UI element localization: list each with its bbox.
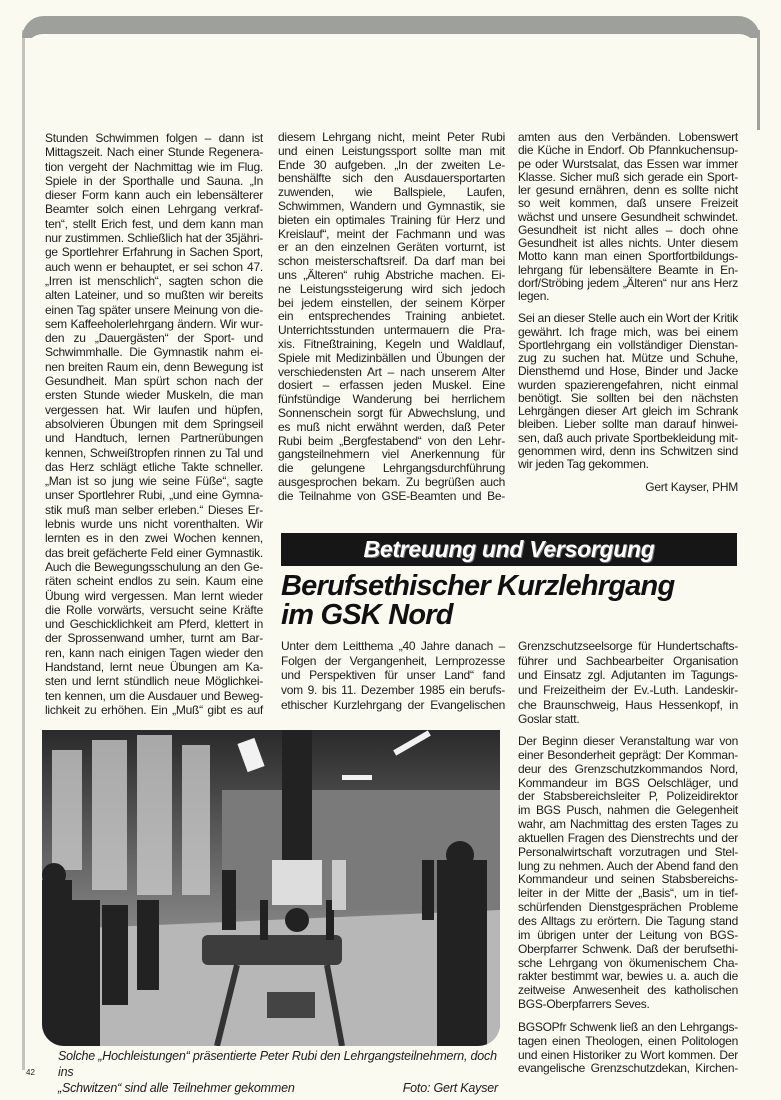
text-line: bleiben. Lieber sollte man darauf hinwei- <box>518 417 738 432</box>
text-line: ge Sportlehrer Erfahrung in Sachen Sport, <box>45 245 263 260</box>
text-line: Klasse. Sicher muß sich gerade ein Sport- <box>518 169 738 184</box>
text-line: lichkeit zu erhöhen. Ein „Muß“ gibt es auf <box>45 702 263 717</box>
text-line: evangelische Grenzschutzdekan, Kirchen- <box>518 1061 738 1076</box>
text-line: auch wenn er behauptet, er sei schon 47. <box>45 259 263 274</box>
title-line: im GSK Nord <box>281 599 453 631</box>
paragraph <box>518 312 738 471</box>
text-line: gangsteilnehmern viel Anerkennung für <box>278 447 505 462</box>
text-line: Spiele in der Sporthalle und Sauna. „In <box>45 173 263 188</box>
text-line: Diensthemd und Hose, Binder und Jacke <box>518 364 738 379</box>
text-line: stik muß man selber erleben.“ Dieses Er- <box>45 502 263 517</box>
article2-column2 <box>518 735 738 1085</box>
text-line: Unterrichtsstunden untermauern die Pra- <box>278 323 505 338</box>
text-line: amten aus den Verbänden. Lobenswert <box>518 130 738 144</box>
text-line: lehrgang für lebensältere Beamte in En- <box>518 262 738 277</box>
text-line: und Geschicklichkeit am Pferd, klettert in <box>45 617 263 632</box>
text-line: der Sprossenwand umher, turnt am Bar- <box>45 631 263 646</box>
article1-column1 <box>45 131 263 726</box>
text-line: che Braunschweig, Haus Hessenkopf, in <box>518 697 738 712</box>
text-line: xis. Fitneßtraining, Kegeln und Waldlauf, <box>278 336 505 351</box>
text-line: sem Kaffeeholerlehrgang ändern. Wir wur- <box>45 316 263 331</box>
text-line: lung zu nehmen. Auch der Abend fand den <box>518 858 738 873</box>
caption-line: Solche „Hochleistungen“ präsentierte Peter Rubi den Lehrgangsteilnehmern, doch ins <box>58 1049 497 1079</box>
text-line: zuwenden, wie Ballspiele, Laufen, <box>278 185 505 200</box>
text-line: zug zu suchen hat. Mütze und Schuhe, <box>518 351 738 365</box>
text-line: Sportlehrgang ein vollständiger Dienstan- <box>518 337 738 352</box>
article2-column1 <box>281 639 505 721</box>
text-line: sen, daß auch private Sportbekleidung mit- <box>518 430 738 445</box>
text-line: und Handtuch, lernen Partnerübungen <box>45 431 263 446</box>
text-line: und Einsatz zgl. Adjutanten im Tagungs- <box>518 668 738 683</box>
text-line: ein entsprechendes Training anbietet. <box>278 309 505 324</box>
text-line: vom 9. bis 11. Dezember 1985 ein berufs- <box>281 683 505 698</box>
text-line: kennen, Schweißtropfen rinnen zu Tal und <box>45 445 263 460</box>
text-line: einer Besonderheit geprägt: Der Komman- <box>518 747 738 762</box>
title-line: Berufsethischer Kurzlehrgang <box>281 570 675 602</box>
text-line: ethischer Kurzlehrgang der Evangelischen <box>281 697 505 712</box>
text-line: Stunden Schwimmen folgen – dann ist <box>45 131 263 145</box>
text-line: alten Lateiner, und so mußten wir bereits <box>45 288 263 303</box>
text-line: und einen Historiker zu Wort kommen. Der <box>518 1047 738 1062</box>
article2-column2-intro <box>518 639 738 736</box>
text-line: Beamter solch einen Lehrgang verkraf- <box>45 202 263 217</box>
text-line: Kreislauf“, meint der Fachmann und was <box>278 226 505 241</box>
text-line: ten kennen, um die Ausdauer und Beweg- <box>45 688 263 703</box>
text-line: genommen wird, denn ins Schwitzen sind <box>518 443 738 458</box>
paragraph <box>518 639 738 727</box>
text-line: absolvieren Übungen mit dem Springseil <box>45 416 263 431</box>
text-line: vergessen hat. Wir laufen und hüpfen, <box>45 402 263 417</box>
text-line: Auch die Bewegungsschulung an den Ge- <box>45 559 263 574</box>
text-line: wurden spazierengefahren, nicht einmal <box>518 377 738 392</box>
text-line: unser Sportlehrer Rubi, „und eine Gymna- <box>45 488 263 503</box>
text-line: nen breiten Raum ein, denn Bewegung ist <box>45 359 263 374</box>
text-line: das Herz schlägt etliche Takte schneller. <box>45 459 263 474</box>
text-line: ren, kann nach einigen Tagen wieder den <box>45 645 263 660</box>
photo-credit: Foto: Gert Kayser <box>402 1081 498 1095</box>
text-line: BGSOPfr Schwenk ließ an den Lehrgangs- <box>518 1019 738 1034</box>
text-line: und einen Leistungssport sollte man mit <box>278 143 505 158</box>
paragraph <box>45 131 263 717</box>
text-line: ler gesund ernähren, denn es sollte nicht <box>518 183 738 197</box>
article1-column3 <box>518 131 738 494</box>
text-line: Schwimmen, Wandern und Gymnastik, sie <box>278 198 505 213</box>
text-line: einen Tag später unsere Meinung von die- <box>45 302 263 317</box>
text-line: Der Beginn dieser Veranstaltung war von <box>518 734 738 748</box>
text-line: wächst und unsere Gesundheit schwindet. <box>518 209 738 224</box>
text-line: Gesundheit ist alles nichts. Unter diesem <box>518 236 738 250</box>
text-line: sche Lehrgang von ökumenischem Cha- <box>518 955 738 970</box>
text-line: verschiedensten Art – nach unserem Alter <box>278 364 505 379</box>
text-line: er an den einzelnen Geräten vorturnt, ist <box>278 240 505 255</box>
text-line: Ende 30 aufgeben. „In der zweiten Le- <box>278 157 505 172</box>
text-line: schon meisterschaftsreif. Da darf man bei <box>278 254 505 269</box>
page-frame-right <box>757 30 760 130</box>
text-line: rakter bestimmt war, bewies u. a. auch die <box>518 969 738 984</box>
text-line: Goslar statt. <box>518 712 580 727</box>
text-line: Sei an dieser Stelle auch ein Wort der Kritik <box>518 311 738 326</box>
text-line: dosiert – erfassen jeden Muskel. Eine <box>278 378 505 393</box>
text-line: Motto kann man einen Sportfortbildungs- <box>518 249 738 264</box>
text-line: die gelungene Lehrgangsdurchführung <box>278 461 505 476</box>
text-line: aktuellen Fragen des Dienstrechts und der <box>518 830 738 845</box>
text-line: bieten ein optimales Training für Herz und <box>278 212 505 227</box>
text-line: Mittagszeit. Nach einer Stunde Regenera- <box>45 145 263 160</box>
paragraph <box>518 131 738 303</box>
text-line: und Freizeitheim der Ev.-Luth. Landeskir- <box>518 683 738 698</box>
text-line: wir jeden Tag gekommen. <box>518 457 649 471</box>
photo-caption <box>58 1048 498 1096</box>
author-signature: Gert Kayser, PHM <box>645 480 738 495</box>
text-line: bei jedem einstellen, der seinem Körper <box>278 295 505 310</box>
text-line: lebnis wurde uns nicht vorenthalten. Wir <box>45 517 263 532</box>
text-line: ausgesprochen bekam. Zu begrüßen auch <box>278 474 505 489</box>
text-line: Handstand, lernt neue Übungen am Ka- <box>45 659 263 674</box>
text-line: Personalwirtschaft vorzutragen und Stel- <box>518 844 738 859</box>
text-line: Lehrgängen dieser Art gleich im Schrank <box>518 404 738 418</box>
text-line: die Teilnahme von GSE-Beamten und Be- <box>278 488 505 503</box>
text-line: Sonnenschein sorgt für Abwechslung, und <box>278 405 505 420</box>
text-line: schürfenden Dienstgesprächen Probleme <box>518 900 738 915</box>
text-line: leiter in der Mitte der „Basis“, um in tief- <box>518 886 738 901</box>
page-number: 42 <box>26 1068 35 1077</box>
text-line: das breit gefächerte Feld einer Gymnastik. <box>45 545 263 560</box>
paragraph <box>281 639 505 712</box>
text-line: Grenzschutzseelsorge für Hundertschafts- <box>518 639 738 653</box>
text-line: Unter dem Leitthema „40 Jahre danach – <box>281 639 505 653</box>
text-line: es muß nicht erwähnt werden, daß Peter <box>278 419 505 434</box>
text-line: dorf/Ströbing jedem „Älteren“ nur ans Herz <box>518 275 738 290</box>
text-line: der Stabsbereichsleiter P, Polizeidirektor <box>518 789 738 804</box>
text-line: im BGS Pusch, nahmen die Gelegenheit <box>518 803 738 818</box>
text-line: fünfstündige Wanderung bei herrlichem <box>278 392 505 407</box>
paragraph <box>278 131 505 504</box>
caption-line: „Schwitzen“ sind alle Teilnehmer gekommen <box>58 1081 295 1095</box>
gym-photo <box>42 730 500 1046</box>
text-line: räten scheint endlos zu sein. Kaum eine <box>45 574 263 589</box>
section-header: Betreuung und Versorgung <box>281 533 737 566</box>
gym-photo-image <box>42 730 500 1046</box>
text-line: die Küche in Endorf. Ob Pfannkuchensup- <box>518 143 738 158</box>
text-line: gewährt. Ich frage mich, was bei einem <box>518 324 738 339</box>
text-line: Kommandeur im BGS Oelschläger, und <box>518 775 738 790</box>
text-line: diesem Lehrgang nicht, meint Peter Rubi <box>278 130 505 144</box>
text-line: lernten es in den zwei Wochen kennen, <box>45 531 263 546</box>
text-line: BGS-Oberpfarrers Seves. <box>518 997 650 1012</box>
text-line: Kommandeur und seinen Stabsbereichs- <box>518 872 738 887</box>
text-line: ersten Stunde wieder Muskeln, die man <box>45 388 263 403</box>
text-line: zeitweise Anwesenheit des katholischen <box>518 983 738 998</box>
text-line: uns „Älteren“ ruhig Abstriche machen. Ei- <box>278 267 505 282</box>
text-line: Übung wird vergessen. Man lernt wieder <box>45 588 263 603</box>
text-line: benötigt. Sie sollten bei den nächsten <box>518 390 738 405</box>
text-line: des Alltags zu erörtern. Die Tagung stand <box>518 913 738 928</box>
text-line: tagen einen Theologen, einen Politologen <box>518 1033 738 1048</box>
text-line: dieser Form kann auch ein lebensälterer <box>45 188 263 203</box>
text-line: die Rolle vorwärts, versucht seine Kräfte <box>45 602 263 617</box>
text-line: Schwimmhalle. Die Gymnastik nahm ei- <box>45 345 263 360</box>
text-line: Folgen der Vergangenheit, Lernprozesse <box>281 653 505 668</box>
text-line: Oberpfarrer Schwenk. Daß der berufsethi- <box>518 941 738 956</box>
text-line: und Perspektiven für unser Land“ fand <box>281 668 505 683</box>
paragraph <box>518 735 738 1012</box>
text-line: wahr, am Nachmittag des ersten Tages zu <box>518 817 738 832</box>
text-line: führer und Sachbearbeiter Organisation <box>518 653 738 668</box>
text-line: den zu „Dauergästen“ der Sport- und <box>45 331 263 346</box>
text-line: deur des Grenzschutzkommandos Nord, <box>518 761 738 776</box>
page-frame-inner <box>25 34 757 74</box>
paragraph <box>518 1021 738 1076</box>
article1-column2 <box>278 131 505 513</box>
text-line: Spiele mit Medizinbällen und Übungen der <box>278 350 505 365</box>
text-line: pe oder Wurstsalat, das Essen war immer <box>518 156 738 171</box>
text-line: Gesundheit. Man spürt schon nach der <box>45 374 263 389</box>
article-title <box>281 572 674 630</box>
text-line: „Irren ist menschlich“, sagten schon die <box>45 273 263 288</box>
text-line: benshälfte sich den Ausdauersportarten <box>278 171 505 186</box>
text-line: Gesundheit ist nicht alles – doch ohne <box>518 222 738 237</box>
text-line: so weit kommen, daß unsere Freizeit <box>518 196 738 211</box>
text-line: Rubi beim „Bergfestabend“ von den Lehr- <box>278 433 505 448</box>
text-line: im übrigen unter der Leitung von BGS- <box>518 927 738 942</box>
page-frame-left <box>22 30 25 1070</box>
text-line: sten und lernt stündlich neue Möglichkei- <box>45 674 263 689</box>
text-line: ten“, stellt Erich fest, und dem kann man <box>45 216 263 231</box>
text-line: nur zustimmen. Schließlich hat der 35jähri- <box>45 231 263 246</box>
text-line: ne Leistungssteigerung wird sich jedoch <box>278 281 505 296</box>
text-line: legen. <box>518 289 550 303</box>
text-line: „Man ist so jung wie seine Füße“, sagte <box>45 474 263 489</box>
text-line: tion vergeht der Nachmittag wie im Flug. <box>45 159 263 174</box>
